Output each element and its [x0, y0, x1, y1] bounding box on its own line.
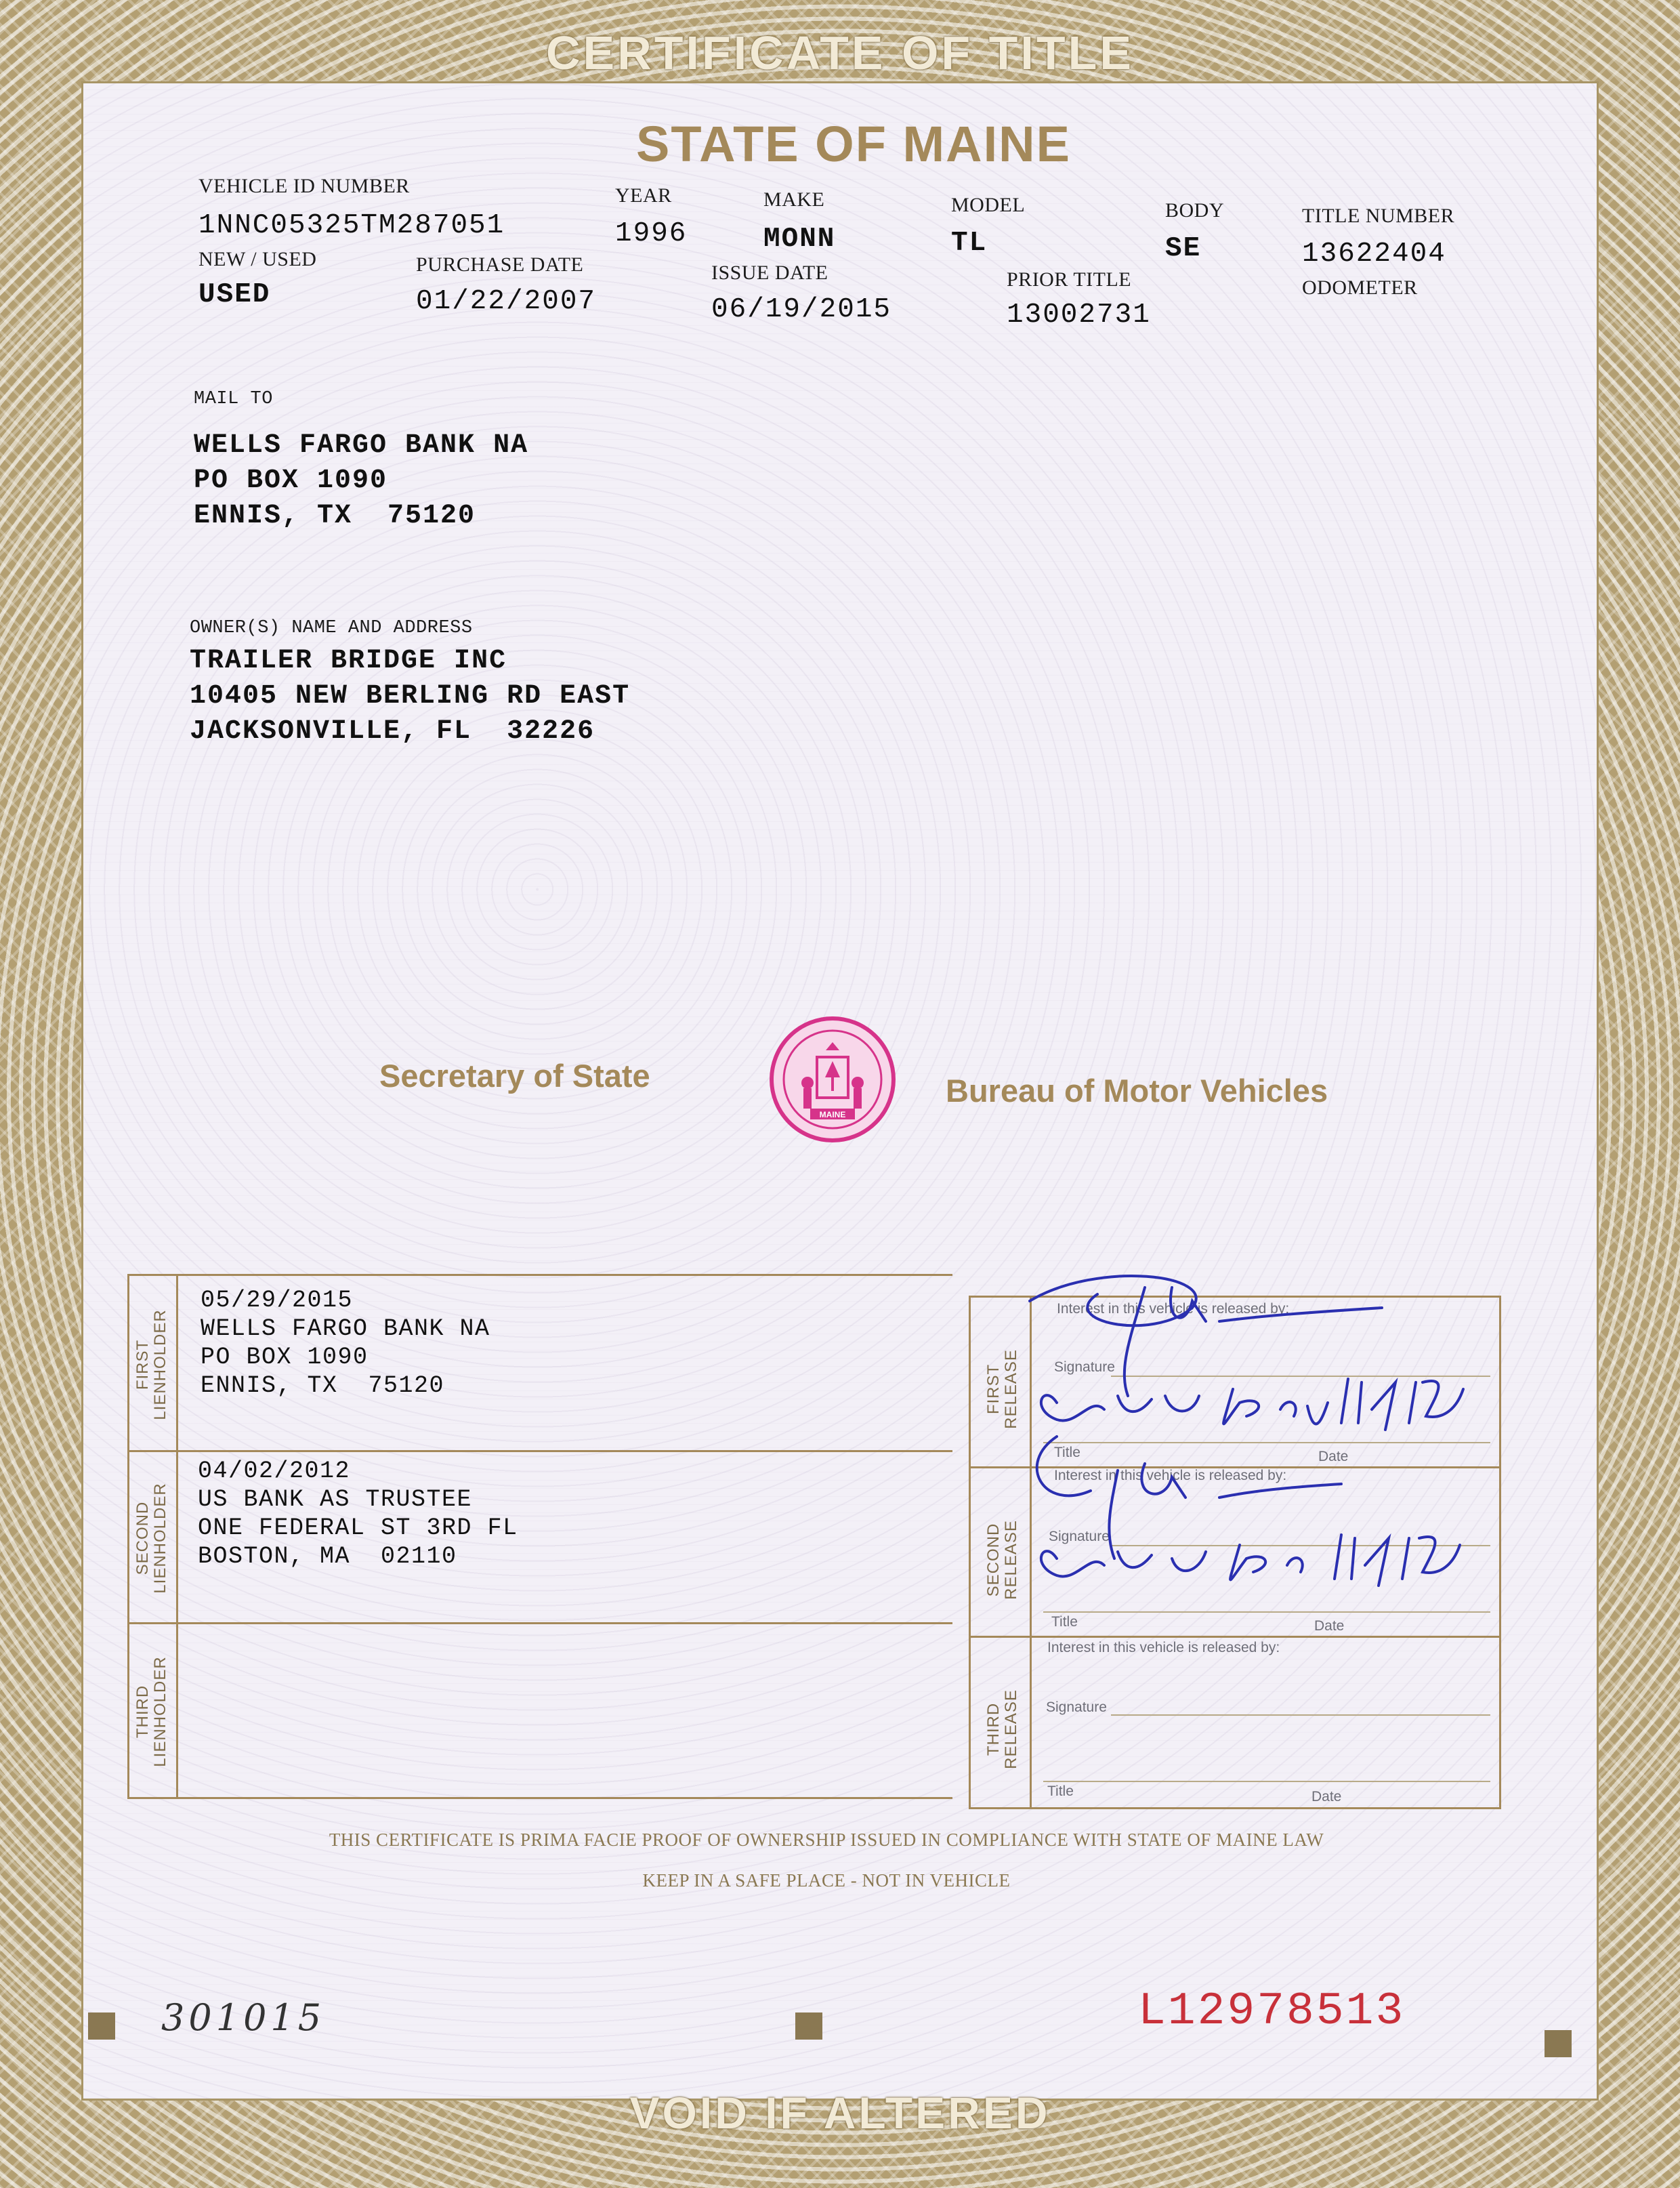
vin-label: VEHICLE ID NUMBER — [198, 175, 410, 197]
prior-title-value: 13002731 — [1007, 300, 1151, 331]
prior-title-label: PRIOR TITLE — [1007, 268, 1132, 291]
second-release-signature-label: Signature — [1049, 1529, 1110, 1544]
void-if-altered-banner: VOID IF ALTERED — [629, 2088, 1051, 2138]
third-release-signature-label: Signature — [1046, 1699, 1107, 1715]
third-release-interest-text: Interest in this vehicle is released by: — [1047, 1640, 1280, 1655]
mail-to-line: ENNIS, TX 75120 — [194, 501, 476, 531]
first-lienholder-date: 05/29/2015 — [201, 1287, 354, 1314]
year-value: 1996 — [615, 218, 688, 249]
third-release-label — [985, 1655, 1020, 1804]
second-lienholder-info — [198, 1457, 518, 1571]
corner-mark — [88, 2012, 115, 2040]
first-release-signature-label: Signature — [1054, 1359, 1115, 1375]
mail-to-address — [194, 428, 528, 534]
control-number: L12978513 — [1138, 1985, 1406, 2038]
first-signature-stroke — [1030, 1276, 1382, 1396]
second-release-date-label: Date — [1314, 1618, 1345, 1634]
mail-to-label: MAIL TO — [194, 389, 273, 409]
first-lienholder-line: ENNIS, TX 75120 — [201, 1372, 445, 1399]
second-lienholder-label-text: SECOND LIENHOLDER — [133, 1483, 169, 1594]
owner-label: OWNER(S) NAME AND ADDRESS — [190, 618, 473, 638]
state-title: STATE OF MAINE — [636, 116, 1071, 172]
mail-to-line: WELLS FARGO BANK NA — [194, 430, 529, 461]
make-label: MAKE — [763, 188, 825, 211]
secretary-of-state-text: Secretary of State — [379, 1058, 650, 1094]
third-release-title-line[interactable] — [1043, 1781, 1490, 1782]
second-lienholder-line: BOSTON, MA 02110 — [198, 1543, 457, 1570]
model-label: MODEL — [951, 194, 1026, 216]
certificate-banner: CERTIFICATE OF TITLE — [545, 26, 1135, 79]
purchase-date-value: 01/22/2007 — [416, 286, 597, 317]
release-signatures — [1016, 1260, 1504, 1640]
second-release-interest-text: Interest in this vehicle is released by: — [1054, 1468, 1287, 1483]
third-release-title-label: Title — [1047, 1783, 1074, 1799]
second-date-stroke — [1335, 1535, 1460, 1586]
second-release-label — [985, 1485, 1020, 1634]
second-release-label-text: SECOND RELEASE — [984, 1520, 1020, 1600]
issue-date-value: 06/19/2015 — [711, 294, 892, 325]
second-lienholder-line: ONE FEDERAL ST 3RD FL — [198, 1514, 518, 1542]
bureau-of-motor-vehicles-text: Bureau of Motor Vehicles — [946, 1073, 1328, 1109]
vin-value: 1NNC05325TM287051 — [198, 210, 505, 241]
footer-legal-line: THIS CERTIFICATE IS PRIMA FACIE PROOF OF OWNERSHIP ISSUED IN COMPLIANCE WITH STATE OF MAINE LAW — [329, 1830, 1324, 1850]
first-release-title-label: Title — [1054, 1445, 1080, 1460]
third-lienholder-label-text: THIRD LIENHOLDER — [133, 1656, 169, 1767]
year-label: YEAR — [615, 184, 672, 207]
model-value: TL — [951, 228, 988, 259]
first-title-stroke — [1041, 1389, 1328, 1424]
first-lienholder-label — [134, 1290, 169, 1439]
second-title-stroke — [1041, 1545, 1303, 1580]
third-lienholder-label — [134, 1637, 169, 1786]
odometer-label: ODOMETER — [1302, 276, 1418, 299]
first-release-label — [985, 1315, 1020, 1464]
third-release-signature-line[interactable] — [1111, 1714, 1490, 1716]
second-lienholder-label — [134, 1464, 169, 1613]
first-date-stroke — [1341, 1379, 1463, 1430]
first-release-label-text: FIRST RELEASE — [984, 1349, 1020, 1429]
owner-line: 10405 NEW BERLING RD EAST — [190, 681, 631, 711]
seal-text: MAINE — [819, 1110, 846, 1119]
lienholder-row-divider — [127, 1622, 952, 1624]
make-value: MONN — [763, 224, 836, 255]
second-signature-stroke — [1037, 1437, 1341, 1559]
first-lienholder-line: WELLS FARGO BANK NA — [201, 1315, 490, 1342]
third-release-label-text: THIRD RELEASE — [984, 1689, 1020, 1769]
lienholder-divider — [176, 1274, 178, 1799]
first-release-interest-text: Interest in this vehicle is released by: — [1057, 1301, 1290, 1317]
second-lienholder-date: 04/02/2012 — [198, 1458, 351, 1485]
body-label: BODY — [1165, 199, 1225, 222]
first-lienholder-label-text: FIRST LIENHOLDER — [133, 1309, 169, 1420]
new-used-label: NEW / USED — [198, 248, 317, 270]
lienholder-row-divider — [127, 1450, 952, 1452]
owner-line: TRAILER BRIDGE INC — [190, 646, 507, 676]
corner-mark — [1545, 2030, 1572, 2057]
second-lienholder-line: US BANK AS TRUSTEE — [198, 1486, 473, 1513]
first-release-date-label: Date — [1318, 1449, 1349, 1464]
handwritten-number: 301015 — [161, 1996, 326, 2039]
title-number-value: 13622404 — [1302, 239, 1446, 270]
owner-line: JACKSONVILLE, FL 32226 — [190, 716, 595, 747]
third-release-date-label: Date — [1311, 1789, 1342, 1804]
mail-to-line: PO BOX 1090 — [194, 466, 388, 496]
footer-keep-line: KEEP IN A SAFE PLACE - NOT IN VEHICLE — [642, 1870, 1011, 1891]
body-value: SE — [1165, 233, 1202, 264]
purchase-date-label: PURCHASE DATE — [416, 253, 584, 276]
new-used-value: USED — [198, 279, 271, 310]
first-lienholder-line: PO BOX 1090 — [201, 1344, 369, 1371]
issue-date-label: ISSUE DATE — [711, 262, 828, 284]
title-number-label: TITLE NUMBER — [1302, 205, 1455, 227]
owner-address — [190, 644, 630, 749]
corner-mark — [795, 2012, 822, 2040]
maine-state-seal — [768, 1015, 897, 1144]
second-release-title-label: Title — [1051, 1614, 1078, 1630]
first-lienholder-info — [201, 1286, 490, 1400]
